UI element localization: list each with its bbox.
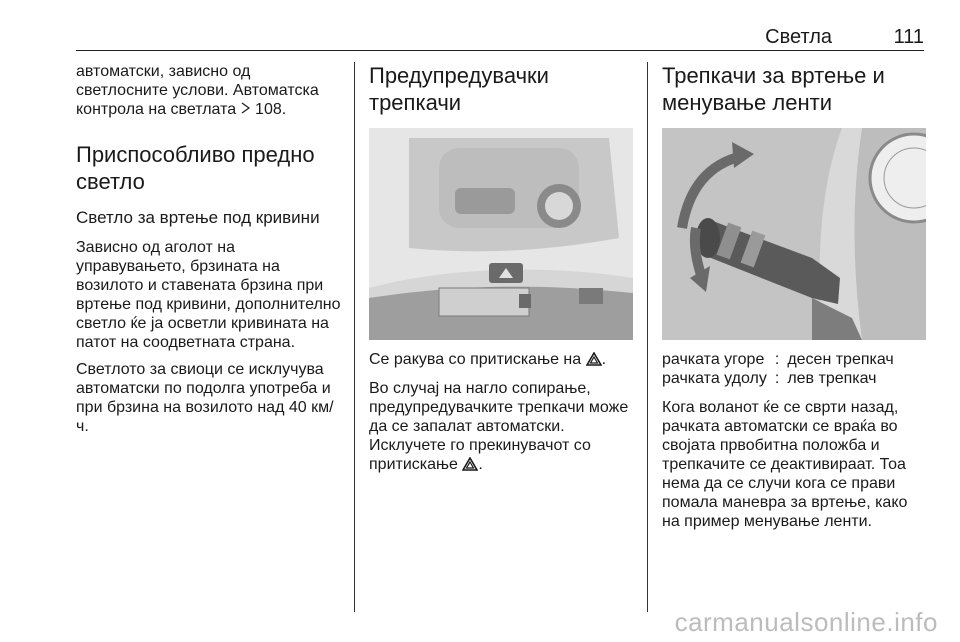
column-divider — [647, 62, 648, 612]
table-separator: : — [774, 370, 780, 387]
column-2 — [369, 62, 633, 484]
page-header — [76, 0, 924, 51]
hazard-triangle-icon — [586, 352, 602, 371]
switch-off-text: Исклучете го прекинувачот со притискање — [369, 437, 591, 473]
table-value: лев трепкач — [787, 370, 877, 387]
lever-positions-table — [662, 350, 894, 388]
section-heading: Трепкачи за вртење и менување ленти — [662, 63, 885, 115]
section-heading: Предупредувачки трепкачи — [369, 63, 549, 115]
hazard-switch-illustration — [369, 128, 633, 340]
body-paragraph: Светлото за свиоци се исклучува автоматски по подолга употреба и при брзина на возилото над 40 км/ч. — [76, 361, 334, 435]
ref-arrow-icon — [241, 100, 251, 119]
intro-paragraph — [76, 62, 346, 119]
intro-text: автоматски, зависно од светлосните услови. Автоматска контрола на светлата — [76, 63, 319, 118]
column-3 — [662, 62, 928, 539]
section-heading: Приспособливо предно светло — [76, 142, 315, 194]
table-row — [662, 369, 894, 388]
watermark: carmanualsonline.info — [674, 607, 938, 637]
table-row — [662, 350, 894, 369]
punctuation: . — [601, 351, 607, 368]
body-paragraph — [369, 350, 633, 371]
table-separator: : — [774, 351, 780, 368]
subsection-heading: Светло за вртење под кривини — [76, 208, 320, 227]
table-key: рачката удолу — [662, 370, 767, 387]
table-key: рачката угоре — [662, 351, 765, 368]
column-1 — [76, 62, 346, 444]
auto-activation-text: Во случај на нагло сопирање, предупредувачките трепкачи може да се запалат автоматски. — [369, 380, 629, 435]
body-paragraph: Зависно од аголот на управувањето, брзината на возилото и ставената брзина при вртење под кривини, дополнително светло ќе ја осветли кривината на патот на соодветната страна. — [76, 239, 341, 351]
body-paragraph: Кога воланот ќе се сврти назад, рачката автоматски се враќа во својата првобитна положба и трепкачите се деактивираат. Тоа нема да се случи кога се прави помала маневра за вртење, како на пример менување ленти. — [662, 399, 908, 530]
hazard-press-text: Се ракува со притискање на — [369, 351, 582, 368]
turn-signal-lever-illustration — [662, 128, 926, 340]
body-paragraph — [369, 379, 633, 476]
section-title: Светла — [765, 26, 832, 48]
intro-reference[interactable]: 108. — [255, 101, 287, 118]
punctuation: . — [478, 456, 483, 473]
table-value: десен трепкач — [787, 351, 894, 368]
hazard-triangle-icon — [462, 457, 478, 476]
column-divider — [354, 62, 355, 612]
page-number: 111 — [893, 26, 924, 48]
